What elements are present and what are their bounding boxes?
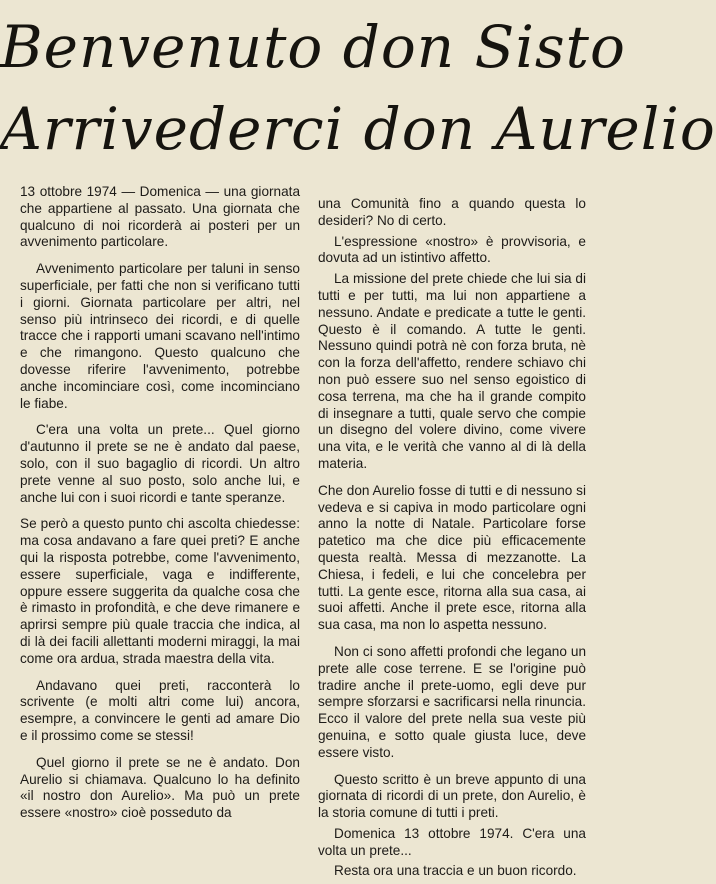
paragraph: Quel giorno il prete se ne è andato. Don Aurelio si chiamava. Qualcuno lo ha definito «il nostro don Aurelio». Ma può un prete essere «nostro» cioè posseduto da xyxy=(20,754,300,821)
paragraph: una Comunità fino a quando questa lo desideri? No di certo. xyxy=(318,196,586,228)
paragraph: Che don Aurelio fosse di tutti e di nessuno si vedeva e si capiva in modo particolare ogni anno la notte di Natale. Particolare forse patetico ma che dice più efficacemente questa realtà. Messa di mezzanotte. La Chiesa, i fedeli, e lui che concelebra per tutti. La gente esce, ritorna alla sua casa, ai suoi affetti. Anche il prete esce, ritorna alla sua casa, ma non lo aspetta nessuno. xyxy=(318,482,586,633)
left-column xyxy=(20,184,300,832)
title-line-2: Arrivederci don Aurelio xyxy=(0,95,716,163)
title-line-1: Benvenuto don Sisto xyxy=(0,13,626,81)
paragraph: Questo scritto è un breve appunto di una giornata di ricordi di un prete, don Aurelio, è la storia comune di tutti i preti. xyxy=(318,771,586,821)
paragraph: Non ci sono affetti profondi che legano un prete alle cose terrene. E se l'origine può tradire anche il prete-uomo, egli deve pur sempre sforzarsi e sacrificarsi nella rinuncia. Ecco il valore del prete nella sua veste più genuina, e sotto quale giusta luce, deve essere visto. xyxy=(318,643,586,760)
paragraph: Avvenimento particolare per taluni in senso superficiale, per fatti che non si verificano tutti i giorni. Giornata particolare per altri, nel senso più intrinseco dei ricordi, e di quelle tracce che i rapporti umani scavano nell'intimo e che rimangono. Questo qualcuno che dovesse riferire l'avvenimento, potrebbe anche incominciare così, come incominciano le fiabe. xyxy=(20,261,300,411)
paragraph: L'espressione «nostro» è provvisoria, e dovuta ad un istintivo affetto. xyxy=(318,233,586,266)
paragraph: Domenica 13 ottobre 1974. C'era una volta un prete... xyxy=(318,825,586,858)
paragraph: Resta ora una traccia e un buon ricordo. xyxy=(334,863,577,879)
paragraph: La missione del prete chiede che lui sia di tutti e per tutti, ma lui non appartiene a nessuno. Andate e predicate a tutte le genti. Questo è il comando. A tutte le genti. Nessuno quindi potrà nè con forza bruta, nè con la forza dell'affetto, rendere schiavo chi non può essere suo nel senso egoistico di cosa terrena, ma che ha il grande compito di insegnare a tutti, quale servo che compie un disegno del volere divino, come vivere una vita, e le verità che vanno al di là della materia. xyxy=(318,271,586,471)
paragraph: Se però a questo punto chi ascolta chiedesse: ma cosa andavano a fare quei preti? E anche qui la risposta potrebbe, come l'avvenimento, essere superficiale, vaga e indifferente, oppure essere suggerita da qualche cosa che è rimasto in profondità, e che deve rimanere e aprirsi sempre più quale traccia che indica, al di là dei facili allettanti moderni miraggi, la mai come ora ardua, strada maestra della vita. xyxy=(20,516,300,666)
paragraph: 13 ottobre 1974 — Domenica — una giornata che appartiene al passato. Una giornata che qualcuno di noi ricorderà ai posteri per un avvenimento particolare. xyxy=(20,184,300,250)
paragraph: C'era una volta un prete... Quel giorno d'autunno il prete se ne è andato dal paese, solo, con il suo bagaglio di ricordi. Un altro prete venne al suo posto, solo anche lui, e anche lui con i suoi ricordi e tante speranze. xyxy=(20,422,300,505)
right-column xyxy=(318,196,586,884)
paragraph: Andavano quei preti, racconterà lo scrivente (e molti altri come lui) ancora, esempre, a convincere le genti ad amare Dio e il prossimo come se stessi! xyxy=(20,677,300,743)
